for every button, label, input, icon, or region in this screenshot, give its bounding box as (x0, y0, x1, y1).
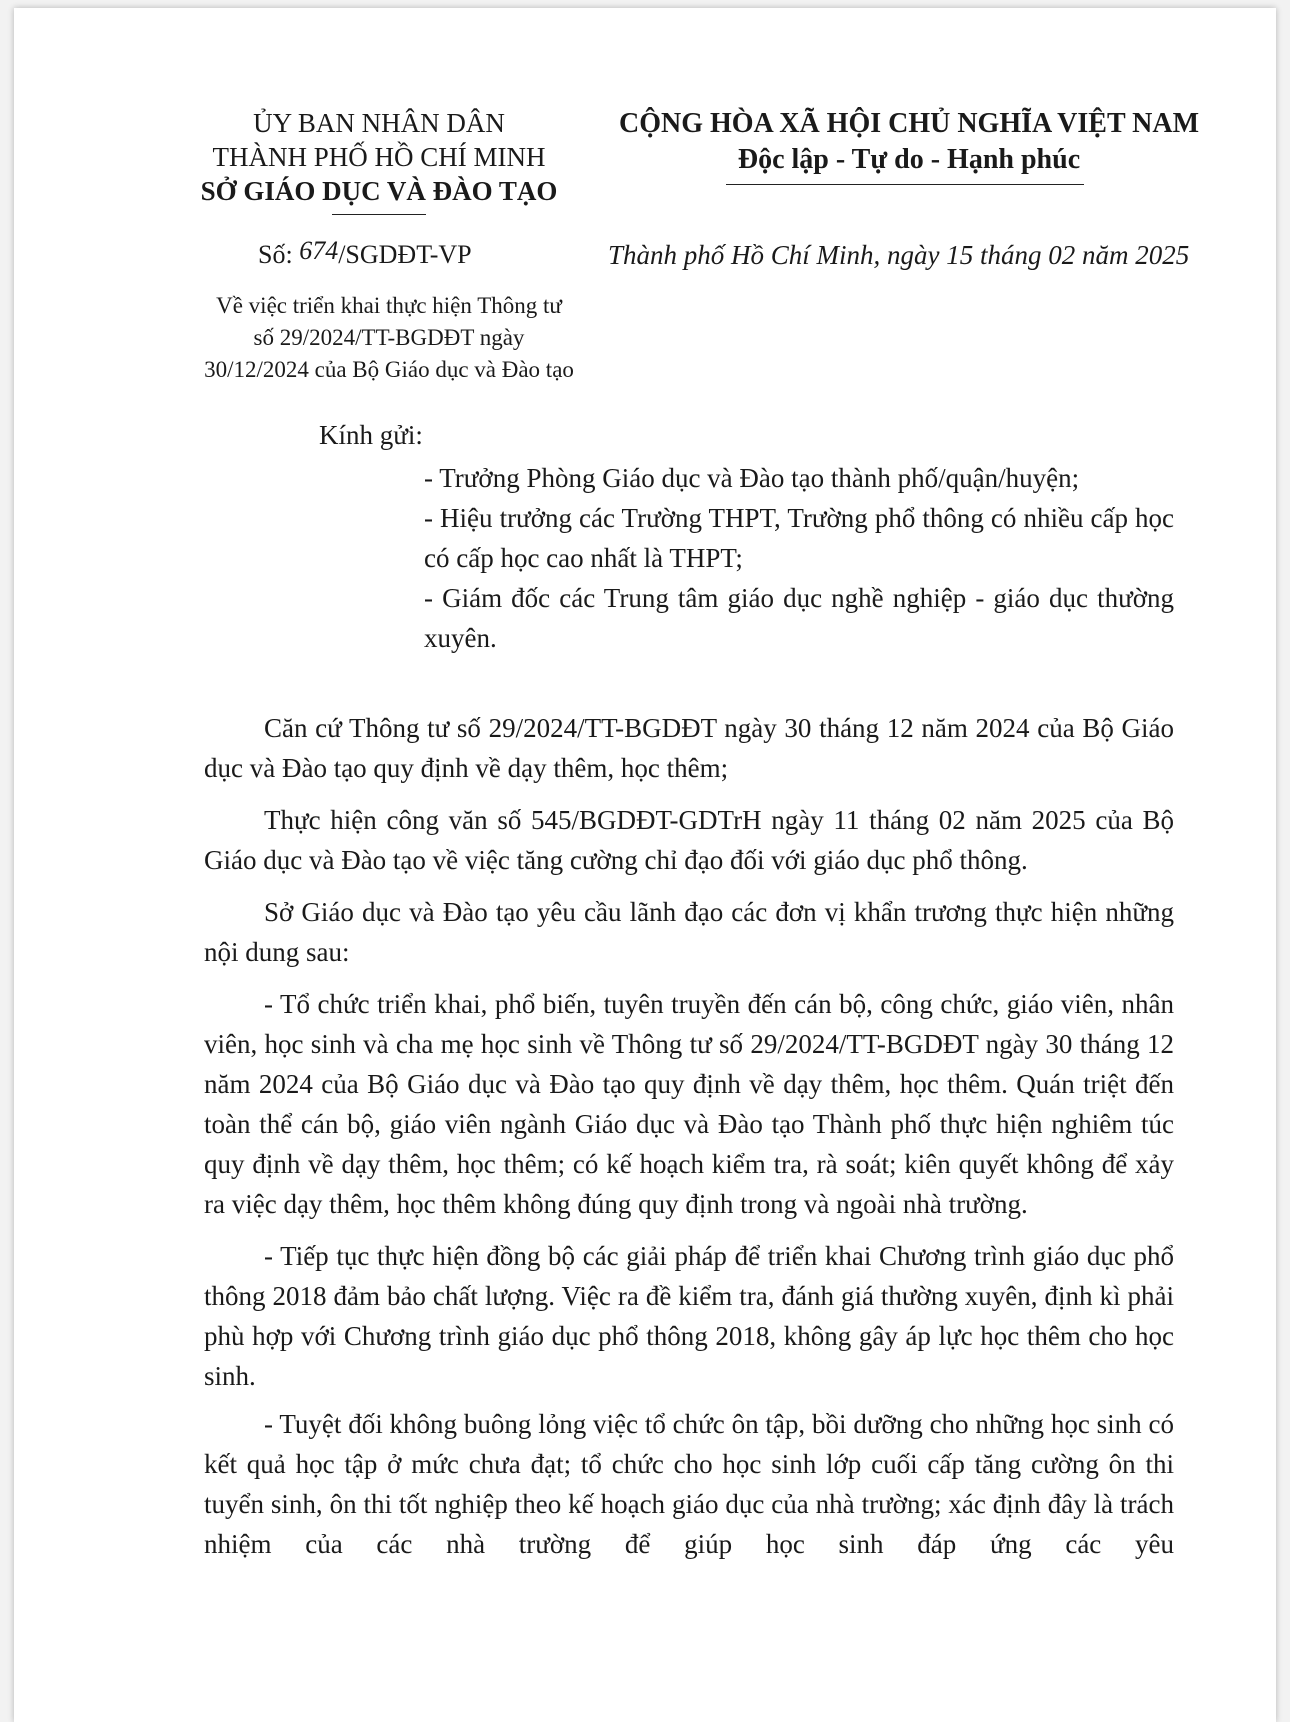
salutation: Kính gửi: (319, 420, 423, 450)
document-number-value: 674 (299, 236, 339, 265)
body-paragraph: Căn cứ Thông tư số 29/2024/TT-BGDĐT ngày 30 tháng 12 năm 2024 của Bộ Giáo dục và Đào tạo quy định về dạy thêm, học thêm; (204, 713, 1174, 783)
national-motto-block (589, 106, 1229, 178)
issuer-line-2: THÀNH PHỐ HỒ CHÍ MINH (212, 142, 546, 172)
body-paragraph: - Tiếp tục thực hiện đồng bộ các giải pháp để triển khai Chương trình giáo dục phổ thông 2018 đảm bảo chất lượng. Việc ra đề kiểm tra, đánh giá thường xuyên, định kì phải phù hợp với Chương trình giáo dục phổ thông 2018, không gây áp lực học thêm cho học sinh. (204, 1241, 1174, 1391)
recipient-item: - Hiệu trưởng các Trường THPT, Trường phổ thông có nhiều cấp học có cấp học cao nhất là THPT; (424, 503, 1174, 573)
subject-line-1: Về việc triển khai thực hiện Thông tư (216, 293, 562, 318)
subject-line-3: 30/12/2024 của Bộ Giáo dục và Đào tạo (204, 357, 574, 382)
document-number-prefix: Số: (258, 240, 293, 269)
motto-underline (726, 184, 1084, 185)
recipient-item: - Giám đốc các Trung tâm giáo dục nghề nghiệp - giáo dục thường xuyên. (424, 583, 1174, 653)
document-page (14, 8, 1276, 1722)
body-paragraph: - Tổ chức triển khai, phổ biến, tuyên truyền đến cán bộ, công chức, giáo viên, nhân viên, học sinh và cha mẹ học sinh về Thông tư số 29/2024/TT-BGDĐT ngày 30 tháng 12 năm 2024 của Bộ Giáo dục và Đào tạo quy định về dạy thêm, học thêm. Quán triệt đến toàn thể cán bộ, giáo viên ngành Giáo dục và Đào tạo Thành phố thực hiện nghiêm túc quy định về dạy thêm, học thêm; có kế hoạch kiểm tra, rà soát; kiên quyết không để xảy ra việc dạy thêm, học thêm không đúng quy định trong và ngoài nhà trường. (204, 989, 1174, 1219)
document-number-suffix: /SGDĐT-VP (338, 240, 472, 269)
recipient-item: - Trưởng Phòng Giáo dục và Đào tạo thành phố/quận/huyện; (424, 463, 1080, 493)
document-number (258, 236, 472, 270)
body-paragraph: - Tuyệt đối không buông lỏng việc tổ chức ôn tập, bồi dưỡng cho những học sinh có kết quả học tập ở mức chưa đạt; tổ chức cho học sinh lớp cuối cấp tăng cường ôn thi tuyển sinh, ôn thi tốt nghiệp theo kế hoạch giáo dục của nhà trường; xác định đây là trách nhiệm của các nhà trường để giúp học sinh đáp ứng các yêu (204, 1409, 1174, 1559)
national-motto: Độc lập - Tự do - Hạnh phúc (737, 144, 1081, 175)
body-paragraph: Sở Giáo dục và Đào tạo yêu cầu lãnh đạo các đơn vị khẩn trương thực hiện những nội dung sau: (204, 897, 1174, 967)
recipient-list (424, 458, 1174, 658)
subject-block (164, 290, 614, 386)
document-body (204, 708, 1174, 1564)
subject-line-2: số 29/2024/TT-BGDĐT ngày (253, 325, 525, 350)
issuer-block (164, 106, 594, 208)
national-title: CỘNG HÒA XÃ HỘI CHỦ NGHĨA VIỆT NAM (618, 108, 1200, 139)
body-paragraph: Thực hiện công văn số 545/BGDĐT-GDTrH ngày 11 tháng 02 năm 2025 của Bộ Giáo dục và Đào tạo về việc tăng cường chỉ đạo đối với giáo dục phổ thông. (204, 805, 1174, 875)
issuer-underline (332, 214, 426, 215)
issue-date: Thành phố Hồ Chí Minh, ngày 15 tháng 02 năm 2025 (608, 240, 1190, 270)
issuer-line-3: SỞ GIÁO DỤC VÀ ĐÀO TẠO (200, 176, 558, 206)
issuer-line-1: ỦY BAN NHÂN DÂN (253, 108, 505, 138)
